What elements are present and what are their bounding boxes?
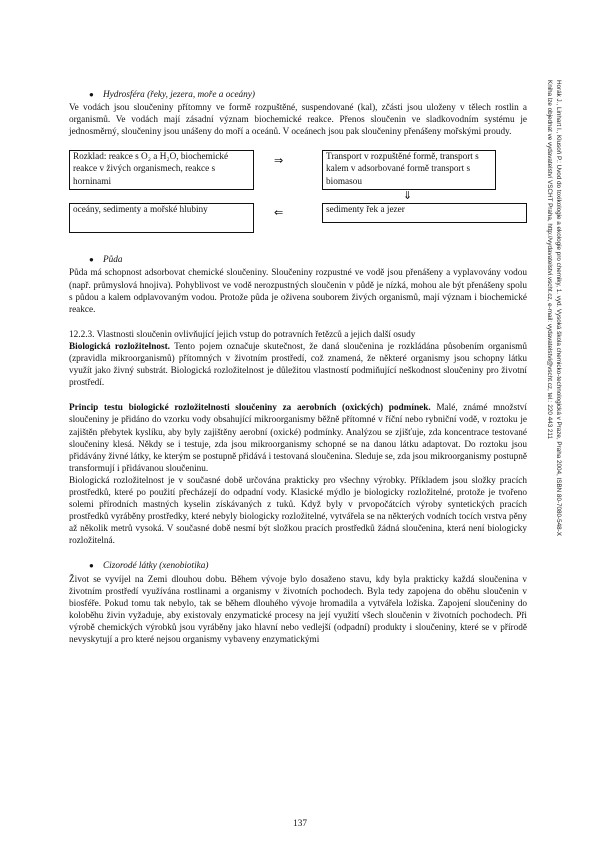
side-citation — [532, 80, 562, 720]
diagram-box-decomposition: Rozklad: reakce s O₂ a H₂O, biochemické reakce v živých organismech, reakce s horninami — [69, 150, 254, 190]
bullet-icon: ● — [89, 255, 94, 265]
transport-diagram — [69, 150, 527, 246]
arrow-left-icon: ⇐ — [274, 206, 284, 220]
test-principle-title: Princip testu biologické rozložitelnosti sloučeniny za aerobních (oxických) podmínek. — [69, 403, 431, 414]
arrow-down-icon: ⇓ — [403, 189, 413, 203]
puda-paragraph: Půda má schopnost adsorbovat chemické sloučeniny. Sloučeniny rozpustné ve vodě jsou přenášeny a vyplavovány vodou (např. průmyslová hnojiva). Pohyblivost ve vodě nerozpustných sloučenin v půdě je nízká, mohou ale být přenášeny spolu s půdou a kalem odplavovaným vodou. Protože půda je oživena souborem živých organismů, mají význam i biochemické reakce. — [69, 268, 527, 315]
page-number: 137 — [293, 819, 307, 829]
cizorode-paragraph: Život se vyvíjel na Zemi dlouhou dobu. Během vývoje bylo dosaženo stavu, kdy byla prakticky každá sloučenina v životním prostředí využívána rostlinami a organismy v životních pochodech. Byla tedy zapojena do oběhu sloučenin v biosféře. Pokud tomu tak nebylo, tak se během dlouhého vývoje hromadila a vytvářela ložiska. Zapojení sloučeniny do koloběhu živin vyžaduje, aby existovaly enzymatické procesy na její využití všech sloučenin v životních pochodech. Při výrobě chemických výrobků jsou vyráběny jako hlavní nebo vedlejší (odpadní) produkty i sloučeniny, které se v přírodě nevyskytují a pro které nejsou organismy vybaveny enzymatickými — [69, 574, 527, 645]
bullet-icon: ● — [89, 90, 94, 99]
diagram-box-transport: Transport v rozpuštěné formě, transport s kalem v adsorbované formě transport s biomasou — [322, 150, 496, 190]
hydrosfera-paragraph: Ve vodách jsou sloučeniny přítomny ve formě rozpuštěné, suspendované (kal), zčásti jsou uloženy v tělech rostlin a organismů. Ve vodách mají zásadní význam biochemické reakce. Přenos sloučenin ve sladkovodním systému je jednosměrný, sloučeniny jsou unášeny do moří a oceánů. V oceánech jsou pak sloučeniny přenášeny mořskými proudy. — [69, 103, 527, 138]
hydrosfera-heading: ● Hydrosféra (řeky, jezera, moře a oceány) — [89, 90, 255, 100]
section-12-2-3-title: 12.2.3. Vlastnosti sloučenin ovlivňující jejich vstup do potravních řetězců a jejich další osudy — [69, 329, 416, 340]
detergents-paragraph: Biologická rozložitelnost je v současné době určována prakticky pro všechny výrobky. Příkladem jsou složky pracích prostředků, které po použití přecházejí do odpadní vody. Klasické mýdlo je biologicky rozložitelné, protože je tvořeno solemi přírodních mastných kyselin získávaných z tuků. Když byly v prvopočátcích výroby syntetických pracích prostředků vyráběny prostředky, které nebyly biologicky rozložitelné, vytvářela se na některých vodních tocích vrstva pěny až několik metrů vysoká. V současné době nesmí být složkou pracích prostředků žádná sloučenina, která není biologicky rozložitelná. — [69, 475, 527, 547]
diagram-box-oceans: oceány, sedimenty a mořské hlubiny — [69, 203, 254, 233]
biodegradability-term: Biologická rozložitelnost. — [69, 341, 170, 352]
main-content — [69, 89, 527, 646]
cizorode-heading: ● Cizorodé látky (xenobiotika) — [89, 561, 209, 572]
side-citation-line-1: Horák J., Linhart I., Klusoň P.: Úvod do toxikologie a ekologie pro chemiky, 1. vyd. Vysoká škola chemicko-technologická v Praze, Praha 2004, ISBN 80-7080-548-X — [555, 80, 562, 536]
test-principle-paragraph: Princip testu biologické rozložitelnosti sloučeniny za aerobních (oxických) podmínek. Malé, známé množství sloučeniny je přidáno do vzorku vody obsahující mikroorganismy běžně přítomné v říční nebo rybniční vodě, v roztoku je zajištěn přebytek kyslíku, aby byly zajištěny aerobní (oxické) podmínky. Analýzou se zjišťuje, zda koncentrace testované sloučeniny klesá. Někdy se i testuje, zda jsou mikroorganismy schopné se na danou látku adaptovat. Do roztoku jsou přidávány živné látky, ke kterým se postupně přidává i testovaná sloučenina. Sleduje se, zda jsou mikroorganismy postupně transformují i přidávanou sloučeninu. — [69, 403, 527, 474]
side-citation-line-2: Kniha lze objednat ve vydavatelství VŠCHT Praha, http://vydavatelstvi.vscht.cz, e-mail: vydavatelstvi@vscht.cz, tel.: 220 443 211 — [546, 80, 554, 439]
diagram-box-sediments: sedimenty řek a jezer — [322, 203, 527, 223]
puda-heading: ● Půda — [89, 255, 123, 266]
biodegradability-paragraph: Biologická rozložitelnost. Tento pojem označuje skutečnost, že daná sloučenina je rozkládána působením organismů (zpravidla mikroorganismů) přítomných v životním prostředí, což znamená, že některé organismy jsou schopny látku využít jako živný substrát. Biologická rozložitelnost je důležitou vlastností podmiňující neškodnost sloučeniny pro životní prostředí. — [69, 341, 528, 389]
bullet-icon: ● — [89, 561, 94, 571]
arrow-right-icon: ⇒ — [274, 154, 284, 168]
